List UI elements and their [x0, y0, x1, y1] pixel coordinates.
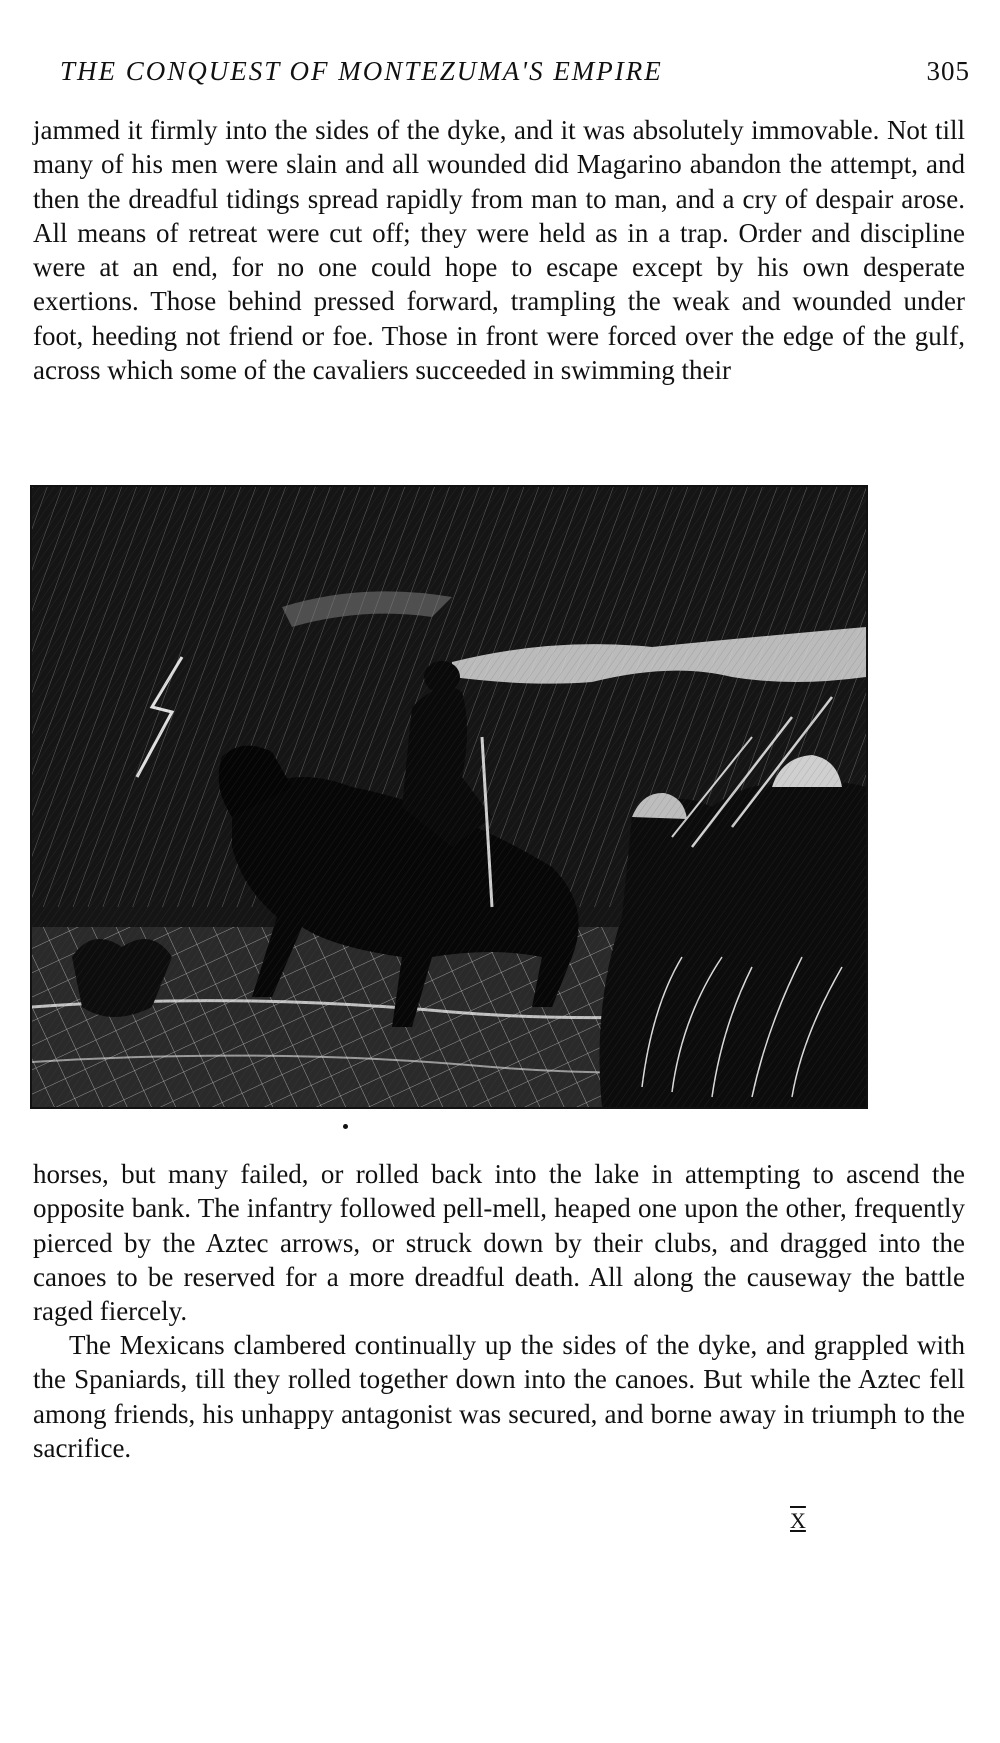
engraving-illustration [30, 485, 868, 1109]
page-number: 305 [926, 56, 970, 86]
paragraph-2: horses, but many failed, or rolled back into the lake in attempting to ascend the opposite bank. The infantry followed pell-mell, heaped one upon the other, frequently pierced by the Aztec arrows, or struck down by their clubs, and dragged into the canoes to be reserved for a more dreadful death. All along the causeway the battle raged fiercely. [33, 1159, 965, 1327]
stray-dot [343, 1124, 348, 1129]
paragraph-1: jammed it firmly into the sides of the dyke, and it was absolutely immovable. Not till many of his men were slain and all wounded did Magarino abandon the attempt, and then the dreadful tidings spread rapidly from man to man, and a cry of despair arose. All means of retreat were cut off; they were held as in a trap. Order and discipline were at an end, for no one could hope to escape except by his own desperate exertions. Those behind pressed forward, trampling the weak and wounded under foot, heeding not friend or foe. Those in front were forced over the edge of the gulf, across which some of the cavaliers succeeded in swimming their [33, 115, 965, 386]
running-title: THE CONQUEST OF MONTEZUMA'S EMPIRE [60, 56, 663, 86]
running-header [60, 56, 970, 96]
paragraph-3: The Mexicans clambered continually up the sides of the dyke, and grappled with the Spaniards, till they rolled together down into the canoes. But while the Aztec fell among friends, his unhappy antagonist was secured, and borne away in triumph to the sacrifice. [33, 1330, 965, 1463]
signature-mark: X [790, 1508, 806, 1533]
